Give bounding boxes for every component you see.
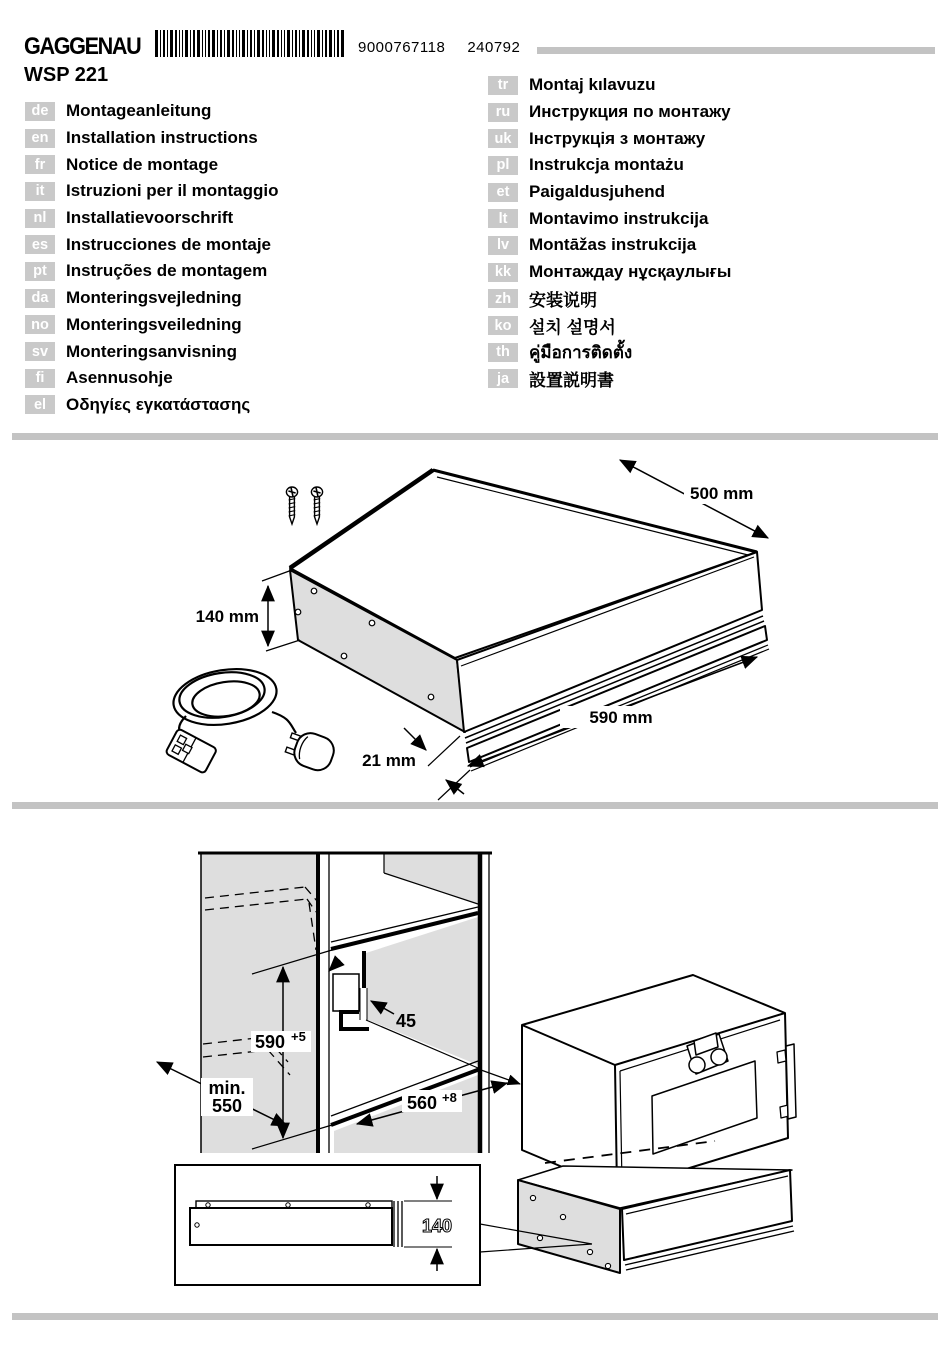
dim-niche-width-tolerance: +8 xyxy=(442,1090,457,1105)
installation-niche-figure xyxy=(0,840,950,1313)
language-title: Montaj kılavuzu xyxy=(529,75,656,95)
gaggenau-logo: GAGGENAU xyxy=(24,33,141,60)
dim-depth-label: 500 mm xyxy=(690,484,754,503)
mounting-screws-icon xyxy=(286,487,322,524)
language-title: Инструкция по монтажу xyxy=(529,102,731,122)
language-code-badge: lv xyxy=(488,236,518,255)
language-code-badge: sv xyxy=(25,342,55,361)
dim-drawer-height-label: 140 xyxy=(421,1216,453,1236)
language-code-badge: de xyxy=(25,102,55,121)
dim-niche-depth-value-label: 550 xyxy=(211,1096,243,1116)
list-item xyxy=(488,259,731,286)
list-item xyxy=(488,99,731,126)
list-item xyxy=(25,205,279,232)
language-code-badge: fr xyxy=(25,155,55,174)
list-item xyxy=(25,365,279,392)
list-item xyxy=(488,286,731,313)
oven-knob-icon xyxy=(689,1057,705,1073)
dim-niche-height-label: 590 xyxy=(255,1032,286,1052)
language-code-badge: es xyxy=(25,235,55,254)
language-code-badge: fi xyxy=(25,369,55,388)
language-title: Монтаждау нұсқаулығы xyxy=(529,262,732,282)
language-title: Installatievoorschrift xyxy=(66,208,234,228)
language-title: 설치 설명서 xyxy=(529,318,616,338)
list-item xyxy=(488,339,731,366)
language-title: Οδηγίες εγκατάστασης xyxy=(66,394,251,414)
language-code-badge: el xyxy=(25,395,55,414)
list-item xyxy=(25,338,279,365)
document-numbers xyxy=(358,39,542,56)
language-code-badge: no xyxy=(25,315,55,334)
language-code-badge: pl xyxy=(488,156,518,175)
language-code-badge: kk xyxy=(488,263,518,282)
list-item xyxy=(488,205,731,232)
dim-front-frame-label: 21 mm xyxy=(362,751,416,770)
language-code-badge: it xyxy=(25,182,55,201)
dim-height-label: 140 mm xyxy=(195,607,259,626)
language-title: Asennusohje xyxy=(66,368,173,388)
language-code-badge: et xyxy=(488,183,518,202)
language-title: คู่มือการติดตั้ง xyxy=(529,342,633,362)
language-list-left xyxy=(25,98,279,418)
language-title: Instrucciones de montaje xyxy=(66,234,271,254)
language-title: Monteringsvejledning xyxy=(66,288,242,308)
language-code-badge: pt xyxy=(25,262,55,281)
power-cord-icon xyxy=(165,662,337,774)
dim-rear-clearance-label: 45 xyxy=(396,1011,417,1031)
dim-niche-width-label: 560 xyxy=(407,1093,438,1113)
list-item xyxy=(25,312,279,339)
language-code-badge: ru xyxy=(488,103,518,122)
language-title: Installation instructions xyxy=(66,128,258,148)
appliance-dimension-figure xyxy=(0,450,950,802)
dim-niche-depth-min-label: min. xyxy=(208,1078,246,1098)
dimension-height xyxy=(196,570,300,651)
list-item xyxy=(488,179,731,206)
language-title: Monteringsanvisning xyxy=(66,341,237,361)
language-code-badge: ja xyxy=(488,369,518,388)
language-code-badge: zh xyxy=(488,289,518,308)
list-item xyxy=(25,98,279,125)
language-code-badge: da xyxy=(25,289,55,308)
header-gray-bar xyxy=(537,47,935,54)
barcode-number: 9000767118 xyxy=(358,39,446,56)
page-title: WSP 221 xyxy=(24,64,109,86)
list-item xyxy=(488,312,731,339)
language-title: Montavimo instrukcija xyxy=(529,208,709,228)
print-code: 240792 xyxy=(467,39,521,56)
language-code-badge: ko xyxy=(488,316,518,335)
iec-connector-icon xyxy=(165,728,217,773)
oven-drawing xyxy=(522,975,796,1190)
list-item xyxy=(25,231,279,258)
language-title: Istruzioni per il montaggio xyxy=(66,181,279,201)
dimension-front-frame xyxy=(362,728,470,800)
language-title: Instruções de montagem xyxy=(66,261,268,281)
list-item xyxy=(488,232,731,259)
language-code-badge: tr xyxy=(488,76,518,95)
language-code-badge: nl xyxy=(25,209,55,228)
language-title: Monteringsveiledning xyxy=(66,314,242,334)
language-title: Instrukcja montażu xyxy=(529,155,684,175)
list-item xyxy=(488,366,731,393)
language-title: 設置説明書 xyxy=(529,371,614,391)
language-title: Paigaldusjuhend xyxy=(529,182,666,202)
language-title: Інструкція з монтажу xyxy=(529,128,706,148)
list-item xyxy=(488,125,731,152)
language-code-badge: en xyxy=(25,129,55,148)
schuko-plug-icon xyxy=(283,726,338,774)
list-item xyxy=(25,392,279,419)
oven-knob-icon xyxy=(711,1049,727,1065)
language-title: Montāžas instrukcija xyxy=(529,235,697,255)
list-item xyxy=(25,285,279,312)
list-item xyxy=(25,151,279,178)
barcode xyxy=(155,30,345,57)
dim-niche-height-tolerance: +5 xyxy=(291,1029,306,1044)
language-code-badge: uk xyxy=(488,129,518,148)
language-code-badge: th xyxy=(488,343,518,362)
warming-drawer-drawing xyxy=(518,1166,794,1273)
language-title: Montageanleitung xyxy=(66,101,212,121)
section-divider-bar xyxy=(12,802,938,809)
language-title: 安装说明 xyxy=(529,291,597,311)
language-list-right xyxy=(488,72,731,392)
section-divider-bar xyxy=(12,433,938,440)
list-item xyxy=(25,125,279,152)
drawer-side-view-inset xyxy=(175,1165,480,1285)
list-item xyxy=(488,152,731,179)
language-title: Notice de montage xyxy=(66,154,219,174)
bottom-divider-bar xyxy=(12,1313,938,1320)
language-code-badge: lt xyxy=(488,209,518,228)
list-item xyxy=(25,258,279,285)
warming-drawer-isometric xyxy=(290,470,769,771)
list-item xyxy=(25,178,279,205)
list-item xyxy=(488,72,731,99)
dim-width-label: 590 mm xyxy=(589,708,653,727)
